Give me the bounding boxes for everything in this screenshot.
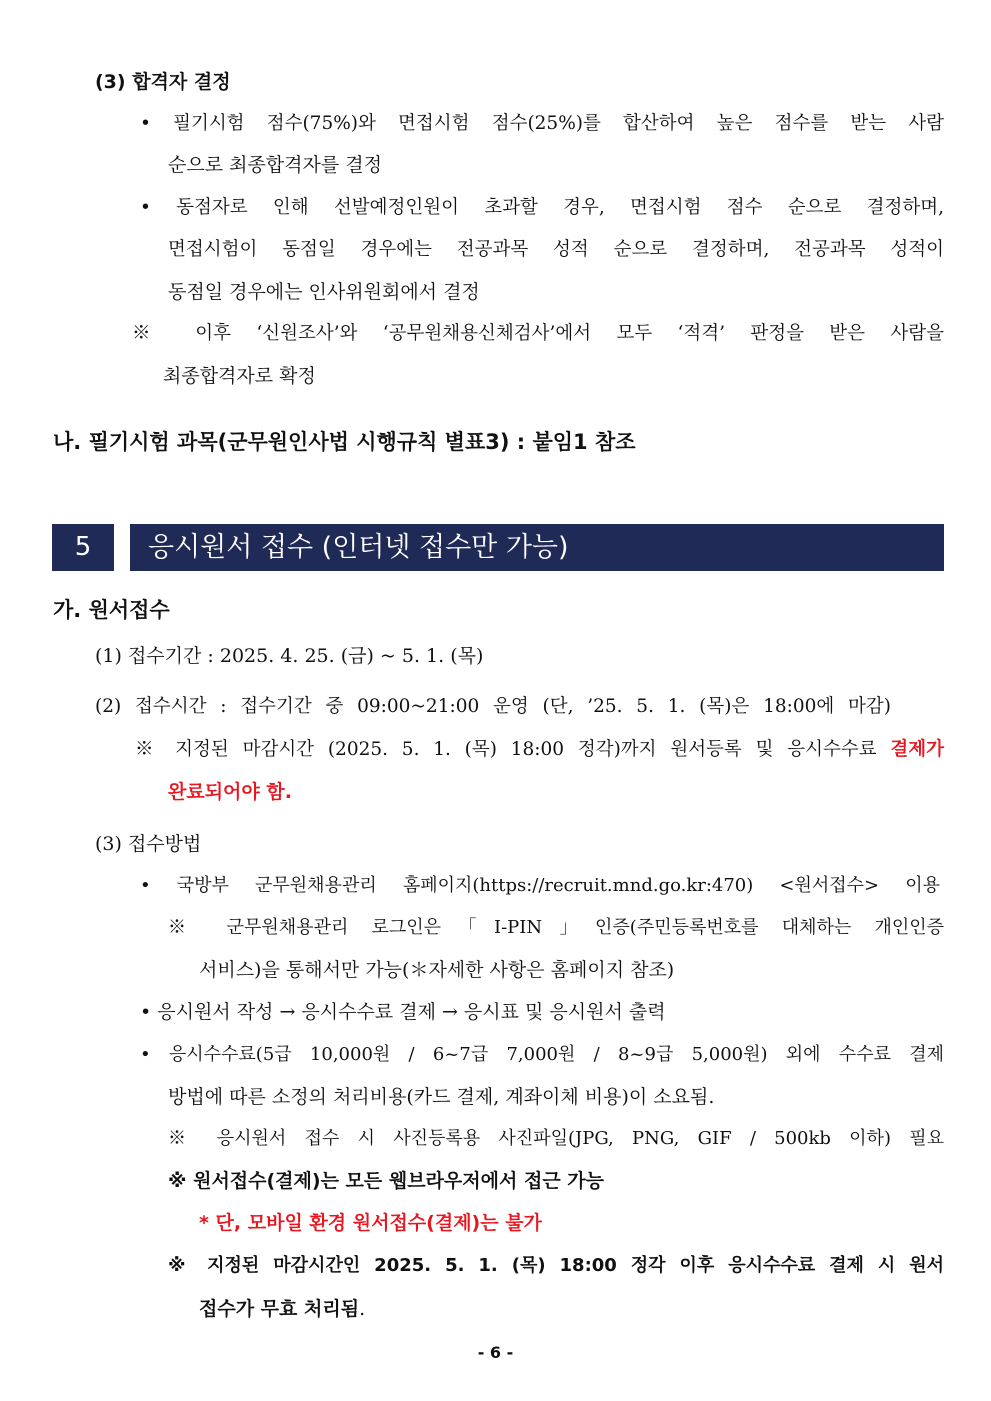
selection-heading: (3) 합격자 결정: [95, 71, 231, 93]
reception-heading: 가. 원서접수: [53, 598, 170, 622]
method-heading: (3) 접수방법: [95, 833, 202, 855]
selection-bullet-2-line-1: • 동점자로 인해 선발예정인원이 초과할 경우, 면접시험 점수 순으로 결정하며,: [140, 197, 944, 218]
selection-bullet-2-line-3: 동점일 경우에는 인사위원회에서 결정: [168, 281, 480, 303]
mobile-note: * 단, 모바일 환경 원서접수(결제)는 불가: [199, 1212, 542, 1234]
selection-bullet-2-line-2: 면접시험이 동점일 경우에는 전공과목 성적 순으로 결정하며, 전공과목 성적이: [168, 239, 944, 260]
method-bullet-2: • 응시원서 작성 → 응시수수료 결제 → 응시표 및 응시원서 출력: [140, 1001, 666, 1023]
method-bullet-1-note-line-1: ※ 군무원채용관리 로그인은「I-PIN」인증(주민등록번호를 대체하는 개인인증: [168, 917, 944, 938]
photo-note: ※ 응시원서 접수 시 사진등록용 사진파일(JPG, PNG, GIF / 500kb 이하) 필요: [168, 1128, 944, 1149]
method-bullet-3-line-2: 방법에 따른 소정의 처리비용(카드 결제, 계좌이체 비용)이 소요됨.: [168, 1086, 715, 1108]
selection-bullet-1-line-2: 순으로 최종합격자를 결정: [168, 154, 382, 176]
section-number-box: 5: [52, 524, 114, 571]
late-note-line-2: [199, 1296, 365, 1322]
section-title-bar: 응시원서 접수 (인터넷 접수만 가능): [130, 524, 944, 571]
late-note-period: .: [359, 1298, 366, 1320]
subjects-heading: 나. 필기시험 과목(군무원인사법 시행규칙 별표3) : 붙임1 참조: [53, 430, 636, 454]
reception-hours: (2) 접수시간 : 접수기간 중 09:00~21:00 운영 (단, ’25. 5. 1. (목)은 18:00에 마감): [95, 696, 891, 717]
selection-note-line-2: 최종합격자로 확정: [163, 365, 316, 387]
late-note-emphasis: 접수가 무효 처리됨: [199, 1298, 360, 1320]
late-note-line-1: ※ 지정된 마감시간인 2025. 5. 1. (목) 18:00 정각 이후 응시수수료 결제 시 원서: [168, 1255, 944, 1276]
method-bullet-1: • 국방부 군무원채용관리 홈페이지(https://recruit.mnd.go.kr:470) <원서접수> 이용: [140, 875, 940, 896]
reception-period: (1) 접수기간 : 2025. 4. 25. (금) ~ 5. 1. (목): [95, 645, 484, 667]
deadline-note-emphasis-2: 완료되어야 함.: [168, 781, 292, 803]
page-number: - 6 -: [477, 1343, 514, 1362]
deadline-note-emphasis-1: 결제가: [890, 739, 944, 760]
browser-note: ※ 원서접수(결제)는 모든 웹브라우저에서 접근 가능: [168, 1170, 604, 1192]
deadline-note-text: ※ 지정된 마감시간 (2025. 5. 1. (목) 18:00 정각)까지 원서등록 및 응시수수료: [135, 739, 891, 760]
selection-note-line-1: ※ 이후 ‘신원조사’와 ‘공무원채용신체검사’에서 모두 ‘적격’ 판정을 받은 사람을: [132, 323, 944, 344]
selection-bullet-1-line-1: • 필기시험 점수(75%)와 면접시험 점수(25%)를 합산하여 높은 점수를 받는 사람: [140, 113, 944, 134]
method-bullet-3-line-1: • 응시수수료(5급 10,000원 / 6~7급 7,000원 / 8~9급 5,000원) 외에 수수료 결제: [140, 1044, 944, 1065]
deadline-note-line-1: [135, 737, 944, 763]
method-bullet-1-note-line-2: 서비스)을 통해서만 가능(＊자세한 사항은 홈페이지 참조): [199, 959, 675, 981]
